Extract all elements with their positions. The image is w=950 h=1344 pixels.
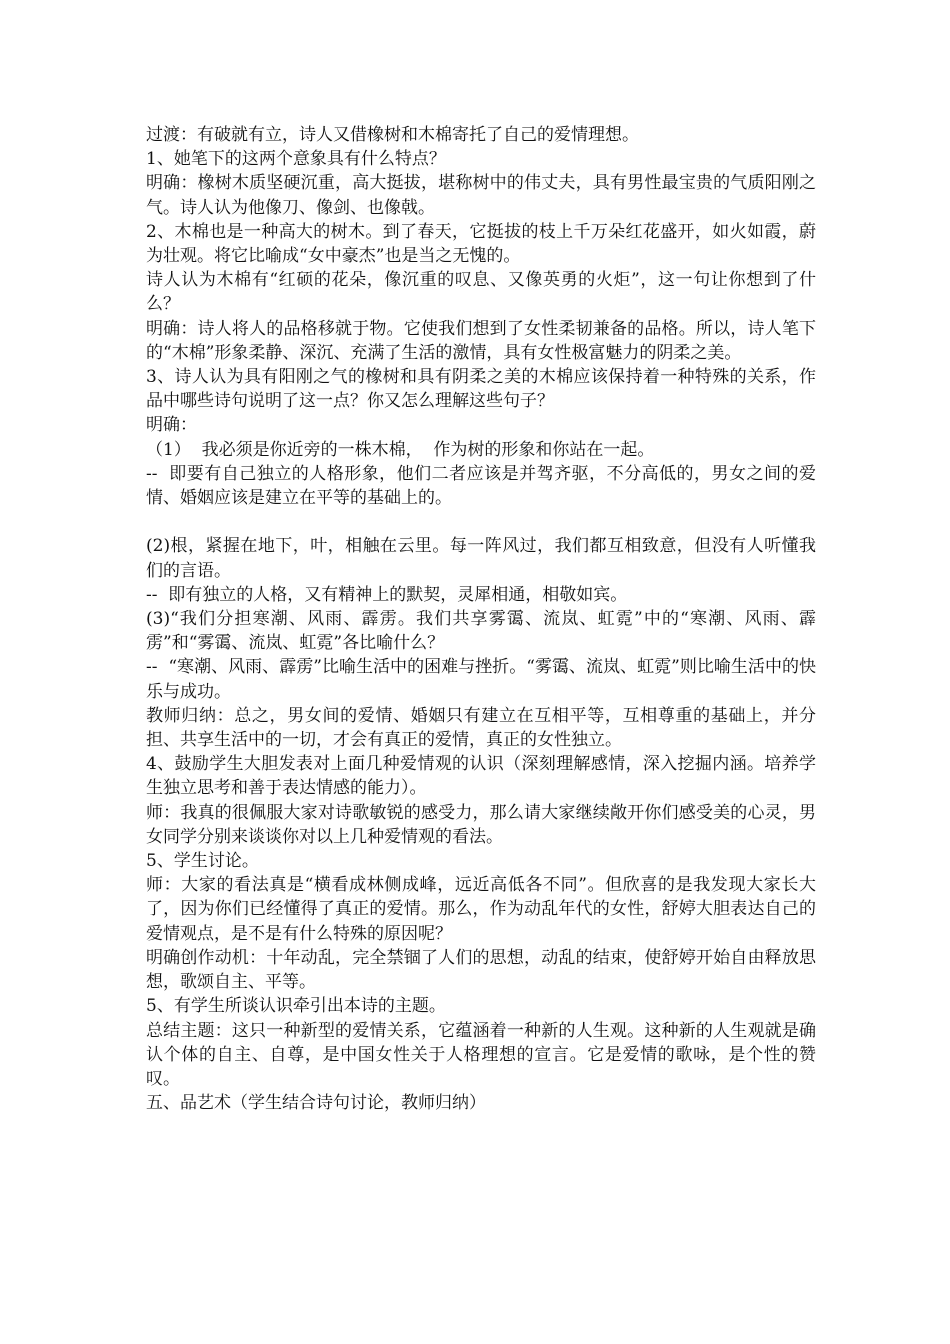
- question-1: 1、她笔下的这两个意象具有什么特点？: [146, 149, 446, 170]
- step-5-theme: 5、有学生所谈认识牵引出本诗的主题。: [146, 996, 446, 1017]
- answer-label: 明确：: [146, 415, 197, 436]
- question-2-kapok: 2、木棉也是一种高大的树木。到了春天，它挺拔的枝上千万朵红花盛开，如火如霞，蔚为壮观。将它比喻成“女中豪杰”也是当之无愧的。: [146, 221, 816, 267]
- poem-line-1: （1） 我必须是你近旁的一株木棉， 作为树的形象和你站在一起。: [146, 439, 655, 460]
- answer-kapok: 明确：诗人将人的品格移就于物。它使我们想到了女性柔韧兼备的品格。所以，诗人笔下的“木棉”形象柔静、深沉、充满了生活的激情，具有女性极富魅力的阴柔之美。: [146, 318, 816, 363]
- explanation-1: -- 即要有自己独立的人格形象，他们二者应该是并驾齐驱，不分高低的，男女之间的爱情、婚姻应该是建立在平等的基础上的。: [146, 463, 816, 509]
- section-5-heading: 五、品艺术（学生结合诗句讨论，教师归纳）: [146, 1093, 486, 1114]
- teacher-summary: 教师归纳：总之，男女间的爱情、婚姻只有建立在互相平等，互相尊重的基础上，并分担、共享生活中的一切，才会有真正的爱情，真正的女性独立。: [146, 705, 816, 751]
- teacher-followup: 师：大家的看法真是“横看成林侧成峰，远近高低各不同”。但欣喜的是我发现大家长大了，因为你们已经懂得了真正的爱情。那么，作为动乱年代的女性，舒婷大胆表达自己的爱情观点，是不是有什么特殊的原因呢？: [146, 875, 816, 944]
- teacher-prompt: 师：我真的很佩服大家对诗歌敏锐的感受力，那么请大家继续敞开你们感受美的心灵，男女同学分别来谈谈你对以上几种爱情观的看法。: [146, 802, 816, 847]
- question-3: 3、诗人认为具有阳刚之气的橡树和具有阴柔之美的木棉应该保持着一种特殊的关系，作品中哪些诗句说明了这一点？你又怎么理解这些句子？: [146, 367, 816, 412]
- document-body: [146, 123, 816, 1115]
- step-4: 4、鼓励学生大胆发表对上面几种爱情观的认识（深刻理解感情，深入挖掘内涵。培养学生独立思考和善于表达情感的能力）。: [146, 754, 816, 799]
- poem-line-2: (2)根，紧握在地下，叶，相触在云里。每一阵风过，我们都互相致意，但没有人听懂我们的言语。: [146, 536, 816, 581]
- question-kapok-flower: 诗人认为木棉有“红硕的花朵，像沉重的叹息、又像英勇的火炬”，这一句让你想到了什么？: [146, 270, 816, 315]
- explanation-3: -- “寒潮、风雨、霹雳”比喻生活中的困难与挫折。“雾霭、流岚、虹霓”则比喻生活中的快乐与成功。: [146, 657, 816, 702]
- answer-oak: 明确：橡树木质坚硬沉重，高大挺拔，堪称树中的伟丈夫，具有男性最宝贵的气质阳刚之气。诗人认为他像刀、像剑、也像戟。: [146, 173, 816, 218]
- explanation-2: -- 即有独立的人格，又有精神上的默契，灵犀相通，相敬如宾。: [146, 584, 628, 605]
- theme-summary: 总结主题：这只一种新型的爱情关系，它蕴涵着一种新的人生观。这种新的人生观就是确认个体的自主、自尊，是中国女性关于人格理想的宣言。它是爱情的歌咏，是个性的赞叹。: [146, 1020, 816, 1089]
- blank-line: [146, 510, 816, 534]
- poem-line-3: (3)“我们分担寒潮、风雨、霹雳。我们共享雾霭、流岚、虹霓”中的“寒潮、风雨、霹雳”和“雾霭、流岚、虹霓”各比喻什么？: [146, 609, 816, 654]
- step-5-discussion: 5、学生讨论。: [146, 851, 259, 872]
- transition-paragraph: 过渡：有破就有立，诗人又借橡树和木棉寄托了自己的爱情理想。: [146, 125, 639, 145]
- creation-motive: 明确创作动机：十年动乱，完全禁锢了人们的思想，动乱的结束，使舒婷开始自由释放思想，歌颂自主、平等。: [146, 947, 816, 993]
